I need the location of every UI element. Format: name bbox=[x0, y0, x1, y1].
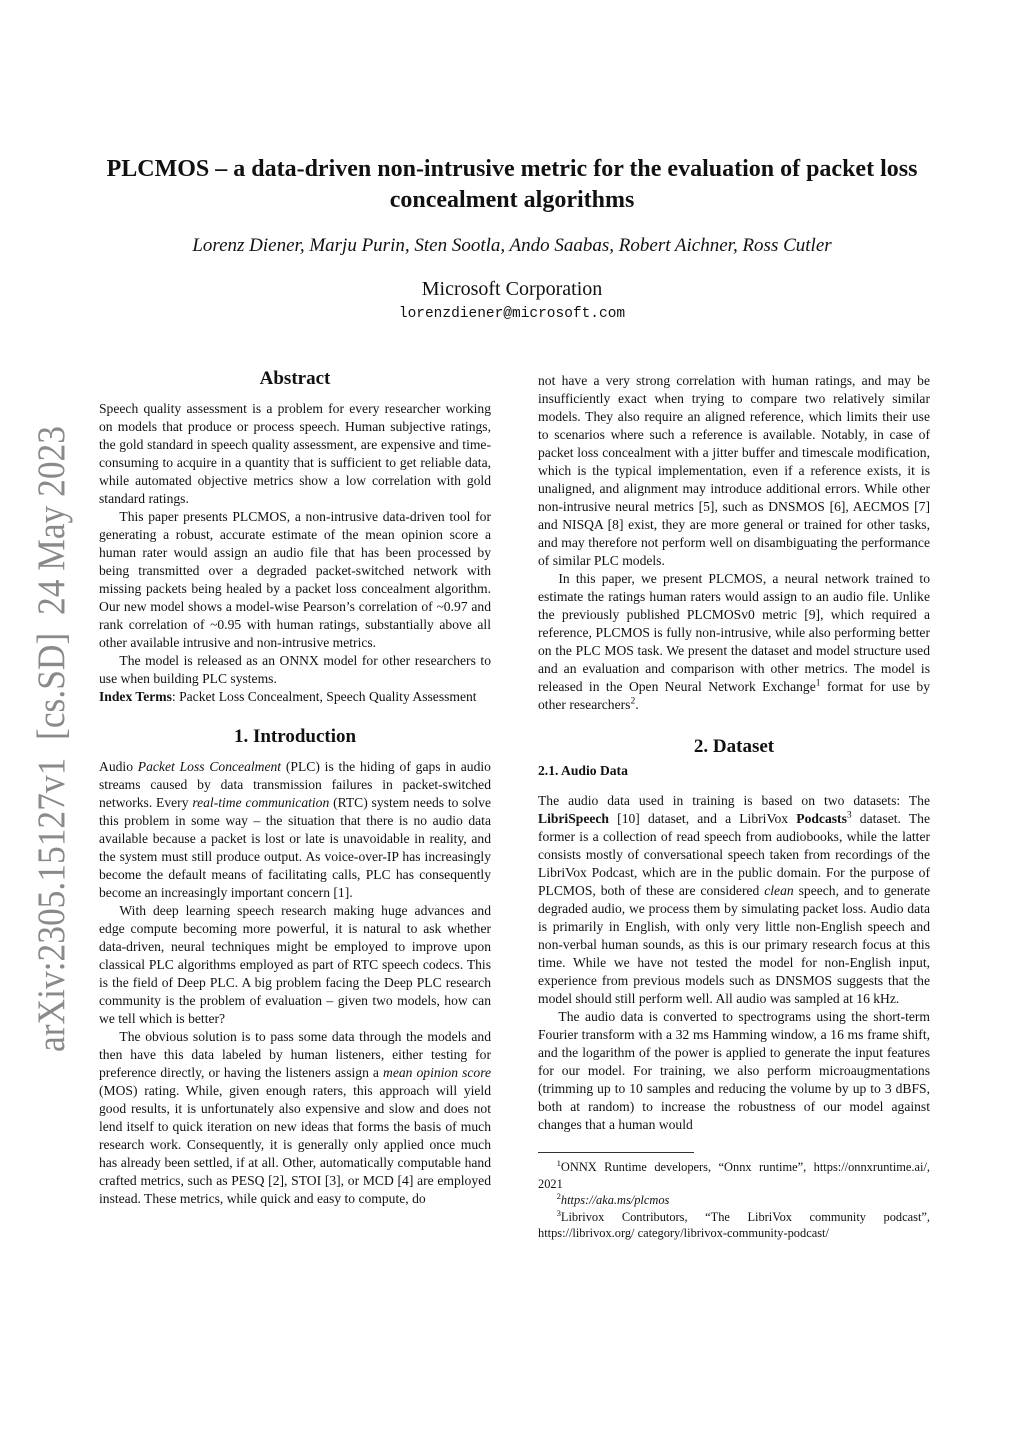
index-terms-text: : Packet Loss Concealment, Speech Quality Assessment bbox=[171, 689, 477, 704]
right-column bbox=[538, 372, 930, 1242]
abstract-paragraph: Speech quality assessment is a problem for every researcher working on models that produce or process speech. Human subjective ratings, the gold standard in speech quality assessment, are expensive and time-consuming to acquire in a quantity that is sufficient to get reliable data, while automated objective metrics show a low correlation with gold standard ratings. bbox=[99, 401, 491, 506]
left-column bbox=[99, 366, 491, 1208]
intro-paragraph-continued: not have a very strong correlation with human ratings, and may be insufficiently exact when trying to compare two relatively similar models. They also require an aligned reference, which limits their use to scenarios where such a reference is available. Notably, in case of packet loss concealment with a jitter buffer and timescale modification, which is the typical implementation, even if a reference exists, it is unaligned, and alignment may introduce additional errors. While other non-intrusive neural metrics [5], such as DNSMOS [6], AECMOS [7] and NISQA [8] exist, they are more general or trained for other tasks, and may therefore not perform well on disambiguating the performance of similar PLC models. bbox=[538, 373, 930, 568]
arxiv-identifier-stamp bbox=[18, 420, 74, 1060]
footnotes bbox=[538, 1159, 930, 1242]
affiliation: Microsoft Corporation bbox=[421, 278, 603, 300]
contact-email: lorenzdiener@microsoft.com bbox=[398, 306, 626, 322]
index-terms-label: Index Terms bbox=[99, 689, 172, 704]
paper-title: PLCMOS – a data-driven non-intrusive metric for the evaluation of packet loss concealment algorithms bbox=[106, 156, 918, 213]
abstract-heading: Abstract bbox=[259, 368, 331, 389]
dataset-heading: 2. Dataset bbox=[693, 736, 775, 757]
footnote-ref: 1 bbox=[815, 678, 821, 689]
intro-paragraph: With deep learning speech research making huge advances and edge compute becoming more powerful, it is natural to ask whether data-driven, neural techniques might be employed to improve upon classical PLC algorithms employed as part of RTC speech codecs. This is the field of Deep PLC. A big problem facing the Deep PLC research community is the problem of evaluation – given two models, how can we tell which is better? bbox=[99, 903, 491, 1026]
author-list: Lorenz Diener, Marju Purin, Sten Sootla, Ando Saabas, Robert Aichner, Ross Cutler bbox=[192, 235, 832, 256]
intro-paragraph: In this paper, we present PLCMOS, a neural network trained to estimate the ratings human raters would assign to an audio file. Unlike the previously published PLCMOSv0 metric [9], which required a reference, PLCMOS is fully non-intrusive, while also performing better on the PLC MOS task. We present the dataset and model structure used and an evaluation and comparison with other metrics. The model is released in the Open Neural Network Exchange$^1$ format for use by other researchers$^2$. bbox=[538, 571, 930, 712]
footnote-ref: 2 bbox=[630, 696, 636, 707]
index-terms bbox=[99, 688, 491, 706]
dataset-paragraph: The audio data used in training is based on two datasets: The LibriSpeech [10] dataset, and a LibriVox Podcasts$^3$ dataset. The former is a collection of read speech from audiobooks, while the latter consists mostly of conversational speech taken from recordings of the LibriVox Podcast, which are in the public domain. For the purpose of PLCMOS, both of these are considered clean speech, and to generate degraded audio, we process them by simulating packet loss. Audio data is primarily in English, with only very little non-English speech and non-verbal human sounds, as this is our primary research focus at this time. While we have not tested the model for non-English input, experience from previous models such as DNSMOS suggests that the model should still perform well. All audio was sampled at 16 kHz. bbox=[538, 793, 930, 1006]
abstract-paragraph: The model is released as an ONNX model for other researchers to use when building PLC systems. bbox=[99, 653, 491, 686]
introduction-heading: 1. Introduction bbox=[233, 726, 357, 747]
abstract-paragraph: This paper presents PLCMOS, a non-intrusive data-driven tool for generating a robust, accurate estimate of the mean opinion score a human rater would assign an audio file that has been processed by being transmitted over a degraded packet-switched network with missing packets being healed by a packet loss concealment algorithm. Our new model shows a model-wise Pearson’s correlation of ~0.97 and rank correlation of ~0.95 with human ratings, substantially above all other available intrusive and non-intrusive metrics. bbox=[99, 509, 491, 650]
footnote: $^2$https://aka.ms/plcmos bbox=[556, 1190, 670, 1207]
footnote-ref: 3 bbox=[846, 810, 852, 821]
footnote-divider bbox=[538, 1152, 694, 1153]
arxiv-id-text: arXiv:2305.15127v1 [cs.SD] 24 May 2023 bbox=[30, 420, 73, 1052]
intro-paragraph: The obvious solution is to pass some data through the models and then have this data labeled by human listeners, either testing for preference directly, or having the listeners assign a mean opinion score (MOS) rating. While, given enough raters, this approach will yield good results, it is unfortunately also expensive and slow and does not lend itself to quick iteration on new ideas that forms the basis of much research work. Consequently, it is generally only applied once much has already been settled, if at all. Other, automatically computable hand crafted metrics, such as PESQ [2], STOI [3], or MCD [4] are employed instead. These metrics, while quick and easy to compute, do bbox=[99, 1029, 492, 1206]
intro-paragraph: Audio Packet Loss Concealment (PLC) is the hiding of gaps in audio streams caused by data transmission failures in packet-switched networks. Every real-time communication (RTC) system needs to solve this problem in some way – the situation that there is no audio data available because a packet is lost or late is unavoidable in reality, and the system must still produce output. As voice-over-IP has increasingly become the default means of facilitating calls, PLC has consequently become an increasingly important concern [1]. bbox=[99, 759, 491, 900]
footnote: $^1$ONNX Runtime developers, “Onnx runtime”, https://onnxruntime.ai/, 2021 bbox=[538, 1157, 930, 1191]
dataset-paragraph: The audio data is converted to spectrograms using the short-term Fourier transform with a 32 ms Hamming window, a 16 ms frame shift, and the logarithm of the power is applied to generate the input features for our model. For training, we also perform microaugmentations (trimming up to 10 samples and reducing the volume by up to 3 dBFS, both at random) to increase the robustness of our model against changes that a human would bbox=[538, 1009, 930, 1132]
audio-data-subheading: 2.1. Audio Data bbox=[538, 763, 628, 778]
footnote: $^3$Librivox Contributors, “The LibriVox community podcast”, https://librivox.org/ category/librivox-community-podcast/ bbox=[538, 1207, 930, 1240]
